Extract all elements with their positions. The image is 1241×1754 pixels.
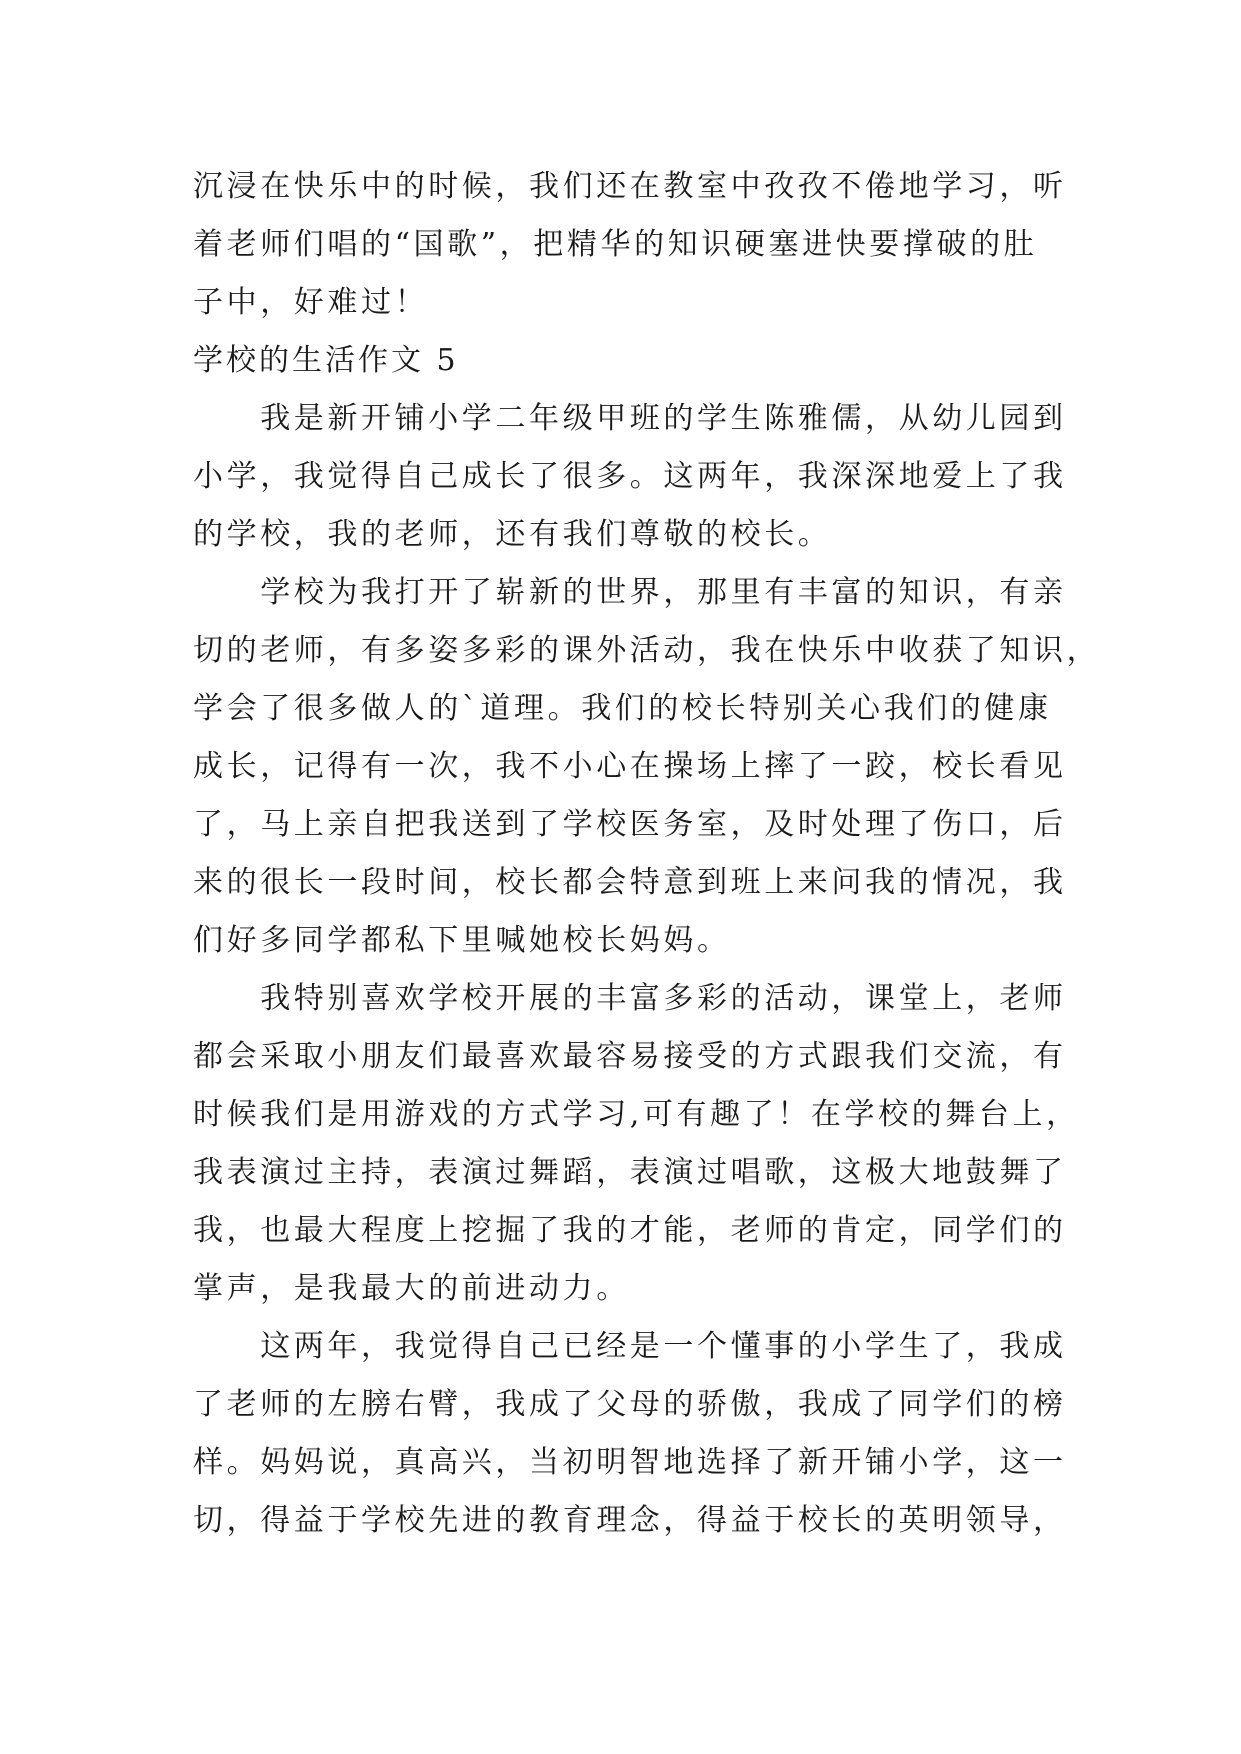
paragraph-line: 我，也最大程度上挖掘了我的才能，老师的肯定，同学们的 (193, 1213, 1067, 1248)
paragraph-line: 小学，我觉得自己成长了很多。这两年，我深深地爱上了我 (193, 459, 1067, 494)
paragraph-line: 了老师的左膀右臂，我成了父母的骄傲，我成了同学们的榜 (193, 1387, 1067, 1422)
paragraph-line: 时候我们是用游戏的方式学习,可有趣了！在学校的舞台上， (193, 1097, 1080, 1132)
paragraph-line: 来的很长一段时间，校长都会特意到班上来问我的情况，我 (193, 865, 1067, 900)
intro-line: 子中，好难过！ (193, 285, 429, 320)
paragraph-line: 我是新开铺小学二年级甲班的学生陈雅儒，从幼儿园到 (193, 401, 1067, 436)
paragraph-line: 这两年，我觉得自己已经是一个懂事的小学生了，我成 (193, 1329, 1067, 1364)
paragraph-line: 切的老师，有多姿多彩的课外活动，我在快乐中收获了知识， (193, 633, 1101, 668)
intro-line: 沉浸在快乐中的时候，我们还在教室中孜孜不倦地学习，听 (193, 169, 1067, 204)
paragraph-line: 了，马上亲自把我送到了学校医务室，及时处理了伤口，后 (193, 807, 1067, 842)
paragraph-line: 我表演过主持，表演过舞蹈，表演过唱歌，这极大地鼓舞了 (193, 1155, 1067, 1190)
paragraph-line: 都会采取小朋友们最喜欢最容易接受的方式跟我们交流，有 (193, 1039, 1067, 1074)
paragraph-line: 样。妈妈说，真高兴，当初明智地选择了新开铺小学，这一 (193, 1445, 1067, 1480)
essay-text (193, 158, 1101, 1550)
paragraph-line: 掌声，是我最大的前进动力。 (193, 1271, 630, 1306)
paragraph-line: 学会了很多做人的`道理。我们的校长特别关心我们的健康 (193, 691, 1052, 726)
paragraph-line: 们好多同学都私下里喊她校长妈妈。 (193, 923, 731, 958)
intro-line: 着老师们唱的“国歌”，把精华的知识硬塞进快要撑破的肚 (193, 227, 1038, 262)
section-title: 学校的生活作文 5 (193, 343, 459, 378)
paragraph-line: 切，得益于学校先进的教育理念，得益于校长的英明领导， (193, 1503, 1067, 1538)
paragraph-line: 我特别喜欢学校开展的丰富多彩的活动，课堂上，老师 (193, 981, 1067, 1016)
paragraph-line: 的学校，我的老师，还有我们尊敬的校长。 (193, 517, 832, 552)
paragraph-line: 成长，记得有一次，我不小心在操场上摔了一跤，校长看见 (193, 749, 1067, 784)
paragraph-line: 学校为我打开了崭新的世界，那里有丰富的知识，有亲 (193, 575, 1067, 610)
